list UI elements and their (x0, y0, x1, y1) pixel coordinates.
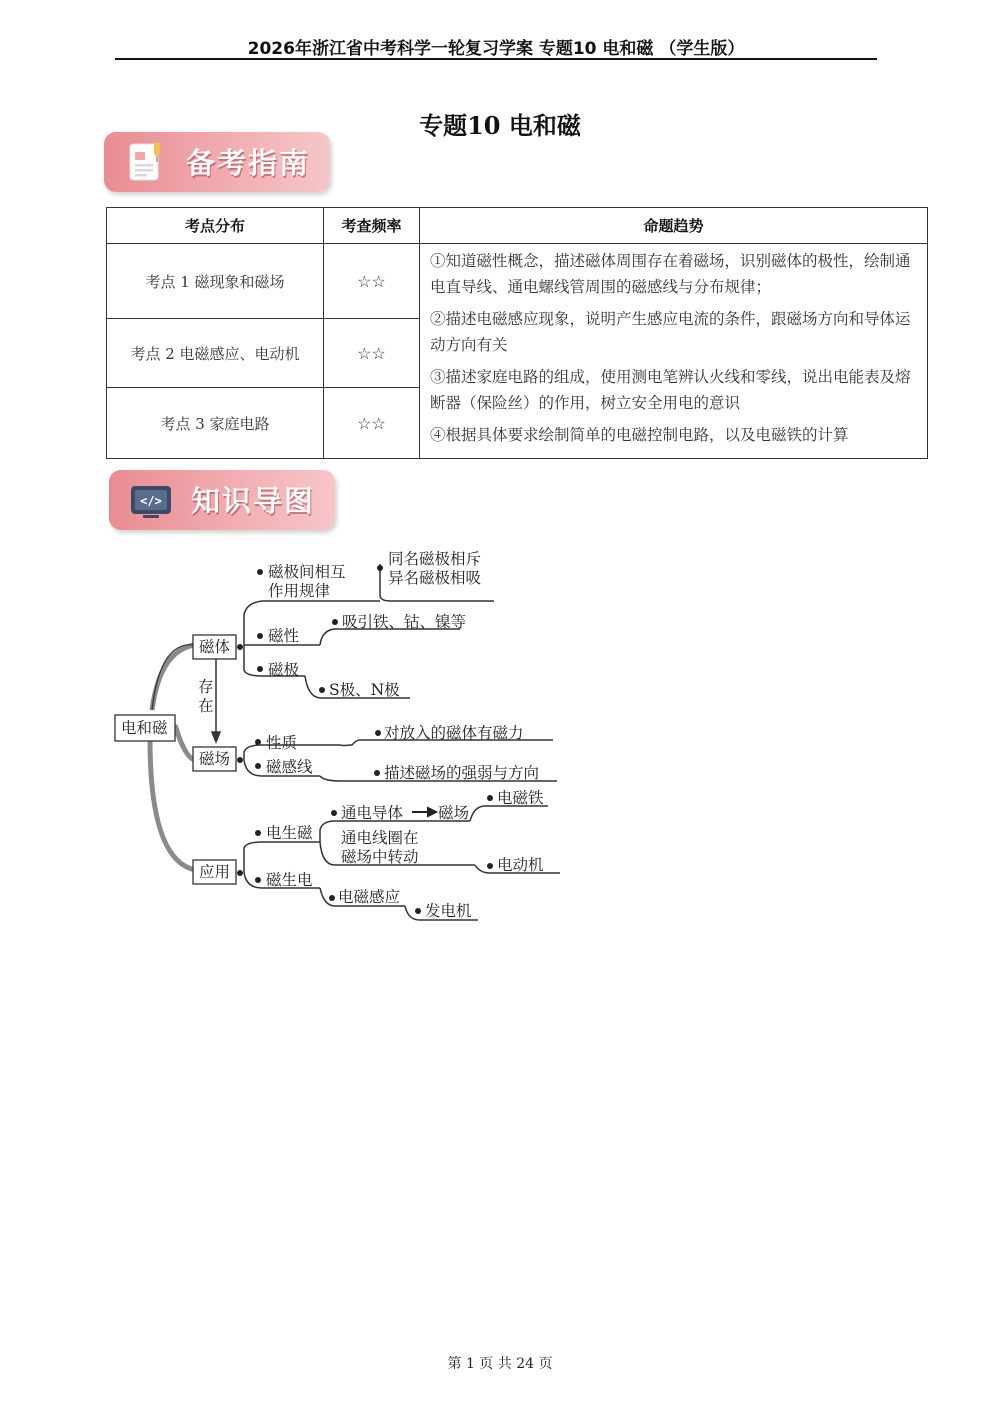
trend-item: ②描述电磁感应现象，说明产生感应电流的条件，跟磁场方向和导体运动方向有关 (430, 310, 911, 354)
banner-label: 备考指南 (186, 146, 311, 180)
knowledge-mind-map (0, 540, 1000, 940)
mindmap-leaf: 性质 (266, 734, 298, 752)
mindmap-node-magnet: 磁体 (199, 638, 231, 656)
banner-knowledge-map (109, 470, 335, 530)
svg-text:</>: </> (140, 494, 162, 508)
mindmap-leaf: 电磁铁 (497, 789, 544, 807)
mindmap-leaf: 电生磁 (266, 824, 313, 842)
frequency-cell: ☆☆ (324, 319, 420, 388)
mindmap-leaf: 异名磁极相吸 (388, 569, 482, 587)
exam-point-cell: 考点 3 家庭电路 (107, 388, 324, 459)
exam-point-cell: 考点 1 磁现象和磁场 (107, 244, 324, 319)
mindmap-leaf: 磁极间相互 (268, 563, 346, 581)
mindmap-leaf: 通电线圈在 (341, 829, 419, 847)
banner-label: 知识导图 (191, 484, 316, 518)
running-header: 2026年浙江省中考科学一轮复习学案 专题10 电和磁 （学生版） (247, 39, 745, 59)
mindmap-leaf: S极、N极 (329, 681, 400, 699)
mindmap-leaf: 磁极 (268, 661, 300, 679)
mindmap-leaf: 同名磁极相斥 (388, 550, 482, 568)
trend-item: ④根据具体要求绘制简单的电磁控制电路，以及电磁铁的计算 (430, 426, 849, 444)
mindmap-node-apply: 应用 (199, 863, 231, 881)
mindmap-leaf: 吸引铁、钴、镍等 (342, 613, 467, 631)
mindmap-leaf: 描述磁场的强弱与方向 (384, 764, 540, 782)
trend-item: ①知道磁性概念，描述磁体周围存在着磁场，识别磁体的极性，绘制通电直导线、通电螺线管周围的磁感线与分布规律； (430, 252, 911, 296)
mindmap-leaf: 磁感线 (266, 758, 313, 776)
mindmap-root: 电和磁 (121, 719, 168, 737)
document-clipboard-icon (124, 140, 168, 184)
mindmap-exist-label: 在 (198, 697, 214, 715)
banner-exam-guide (104, 132, 330, 192)
mindmap-leaf: 对放入的磁体有磁力 (384, 724, 524, 742)
header-rule (115, 58, 877, 60)
column-header: 考查频率 (324, 208, 420, 244)
mindmap-leaf: 磁性 (268, 627, 300, 645)
mindmap-leaf: 磁场 (438, 804, 470, 822)
mindmap-leaf: 发电机 (425, 902, 472, 920)
mindmap-leaf: 磁场中转动 (341, 848, 419, 866)
mindmap-leaf: 通电导体 (341, 804, 404, 822)
exam-point-cell: 考点 2 电磁感应、电动机 (107, 319, 324, 388)
column-header: 命题趋势 (420, 208, 928, 244)
document-title: 专题10 电和磁 (419, 111, 581, 140)
page-footer: 第 1 页 共 24 页 (447, 1356, 553, 1372)
table-row (107, 244, 928, 319)
trend-cell (420, 244, 928, 459)
mindmap-node-field: 磁场 (199, 750, 231, 768)
mindmap-exist-label: 存 (198, 678, 214, 696)
frequency-cell: ☆☆ (324, 244, 420, 319)
exam-points-table (106, 207, 928, 459)
mindmap-leaf: 电动机 (497, 856, 544, 874)
code-window-icon (129, 478, 173, 522)
mindmap-leaf: 电磁感应 (338, 888, 401, 906)
trend-item: ③描述家庭电路的组成，使用测电笔辨认火线和零线，说出电能表及熔断器（保险丝）的作用，树立安全用电的意识 (430, 368, 911, 412)
mindmap-leaf: 作用规律 (268, 582, 331, 600)
table-header-row (107, 208, 928, 244)
column-header: 考点分布 (107, 208, 324, 244)
mindmap-leaf: 磁生电 (266, 871, 313, 889)
frequency-cell: ☆☆ (324, 388, 420, 459)
